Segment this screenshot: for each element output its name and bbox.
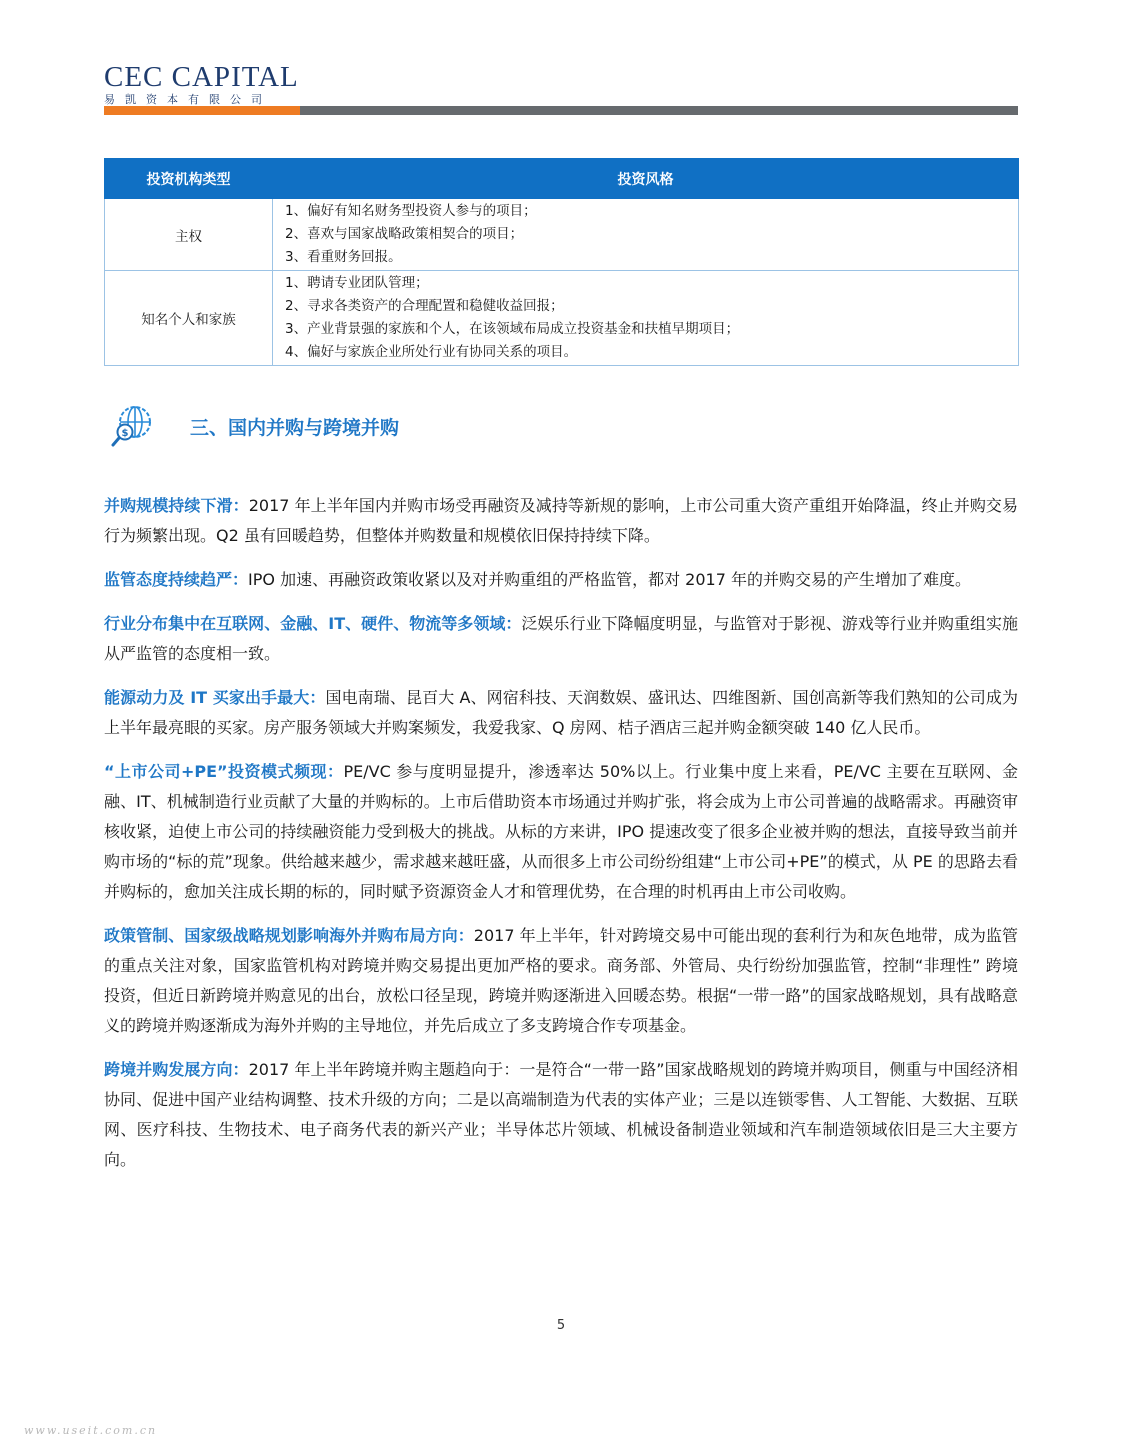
style-item: 2、喜欢与国家战略政策相契合的项目；: [285, 226, 524, 242]
paragraph-lead: 监管态度持续趋严：: [104, 570, 249, 589]
logo-main-text: CEC CAPITAL: [104, 61, 299, 93]
style-item: 3、产业背景强的家族和个人，在该领域布局成立投资基金和扶植早期项目；: [285, 321, 740, 337]
table-row: [105, 199, 1019, 271]
globe-dollar-icon: [110, 403, 156, 449]
table-cell-type: 知名个人和家族: [105, 271, 273, 366]
page-number: 5: [556, 1318, 566, 1333]
logo-sub-text: 易凯资本有限公司: [104, 93, 272, 106]
watermark: www.useit.com.cn: [24, 1424, 158, 1437]
section-heading: [110, 403, 399, 449]
paragraph-text: 2017 年上半年，针对跨境交易中可能出现的套利行为和灰色地带，成为监管的重点关注对象，国家监管机构对跨境并购交易提出更加严格的要求。商务部、外管局、央行纷纷加强监管，控制“非理性” 跨境投资，但近日新跨境并购意见的出台，放松口径呈现，跨境并购逐渐进入回暖态势。根据“一带一路”的国家战略规划，具有战略意义的跨境并购逐渐成为海外并购的主导地位，并先后成立了多支跨境合作专项基金。: [104, 926, 1018, 1035]
paragraph-lead: 政策管制、国家级战略规划影响海外并购布局方向：: [104, 926, 474, 945]
header-rule-bar: [300, 106, 1018, 115]
paragraph: [104, 565, 1018, 595]
paragraph-lead: 行业分布集中在互联网、金融、IT、硬件、物流等多领域：: [104, 614, 522, 633]
style-item: 1、聘请专业团队管理；: [285, 275, 429, 291]
table-header-style: 投资风格: [273, 159, 1019, 199]
style-item: 1、偏好有知名财务型投资人参与的项目；: [285, 203, 537, 219]
paragraph-lead: 跨境并购发展方向：: [104, 1060, 249, 1079]
table-header-row: [105, 159, 1019, 199]
investor-style-table: [104, 158, 1019, 366]
paragraph-lead: 并购规模持续下滑：: [104, 496, 249, 515]
style-item: 3、看重财务回报。: [285, 249, 402, 265]
paragraph-lead: “上市公司+PE”投资模式频现：: [104, 762, 344, 781]
style-item: 2、寻求各类资产的合理配置和稳健收益回报；: [285, 298, 564, 314]
table-row: [105, 271, 1019, 366]
paragraph-text: PE/VC 参与度明显提升，渗透率达 50%以上。行业集中度上来看，PE/VC 主要在互联网、金融、IT、机械制造行业贡献了大量的并购标的。上市后借助资本市场通过并购扩张，将会成为上市公司普遍的战略需求。再融资审核收紧，迫使上市公司的持续融资能力受到极大的挑战。从标的方来讲，IPO 提速改变了很多企业被并购的想法，直接导致当前并购市场的“标的荒”现象。供给越来越少，需求越来越旺盛，从而很多上市公司纷纷组建“上市公司+PE”的模式，从 PE 的思路去看并购标的，愈加关注成长期的标的，同时赋予资源资金人才和管理优势，在合理的时机再由上市公司收购。: [104, 762, 1018, 901]
article-body: [104, 491, 1018, 1189]
paragraph-text: 2017 年上半年跨境并购主题趋向于：一是符合“一带一路”国家战略规划的跨境并购项目，侧重与中国经济相协同、促进中国产业结构调整、技术升级的方向；二是以高端制造为代表的实体产业；三是以连锁零售、人工智能、大数据、互联网、医疗科技、生物技术、电子商务代表的新兴产业；半导体芯片领域、机械设备制造业领域和汽车制造领域依旧是三大主要方向。: [104, 1060, 1018, 1169]
paragraph-text: 国电南瑞、昆百大 A、网宿科技、天润数娱、盛讯达、四维图新、国创高新等我们熟知的公司成为上半年最亮眼的买家。房产服务领域大并购案频发，我爱我家、Q 房网、桔子酒店三起并购金额突破 140 亿人民币。: [104, 688, 1018, 737]
paragraph: [104, 491, 1018, 551]
table-cell-type: 主权: [105, 199, 273, 271]
paragraph-text: 泛娱乐行业下降幅度明显，与监管对于影视、游戏等行业并购重组实施从严监管的态度相一致。: [104, 614, 1018, 663]
table-cell-style: [273, 271, 1019, 366]
table-cell-style: [273, 199, 1019, 271]
style-item: 4、偏好与家族企业所处行业有协同关系的项目。: [285, 344, 578, 360]
paragraph-lead: 能源动力及 IT 买家出手最大：: [104, 688, 326, 707]
section-title: 三、国内并购与跨境并购: [190, 416, 400, 439]
paragraph: [104, 1055, 1018, 1175]
paragraph: [104, 921, 1018, 1041]
table-header-type: 投资机构类型: [105, 159, 273, 199]
paragraph-text: 2017 年上半年国内并购市场受再融资及减持等新规的影响，上市公司重大资产重组开始降温，终止并购交易行为频繁出现。Q2 虽有回暖趋势，但整体并购数量和规模依旧保持持续下降。: [104, 496, 1018, 545]
header-accent-bar: [104, 106, 300, 115]
paragraph: [104, 683, 1018, 743]
company-logo: [104, 62, 299, 107]
paragraph-text: IPO 加速、再融资政策收紧以及对并购重组的严格监管，都对 2017 年的并购交易的产生增加了难度。: [248, 570, 971, 589]
svg-text:$: $: [121, 428, 129, 439]
paragraph: [104, 609, 1018, 669]
paragraph: [104, 757, 1018, 907]
